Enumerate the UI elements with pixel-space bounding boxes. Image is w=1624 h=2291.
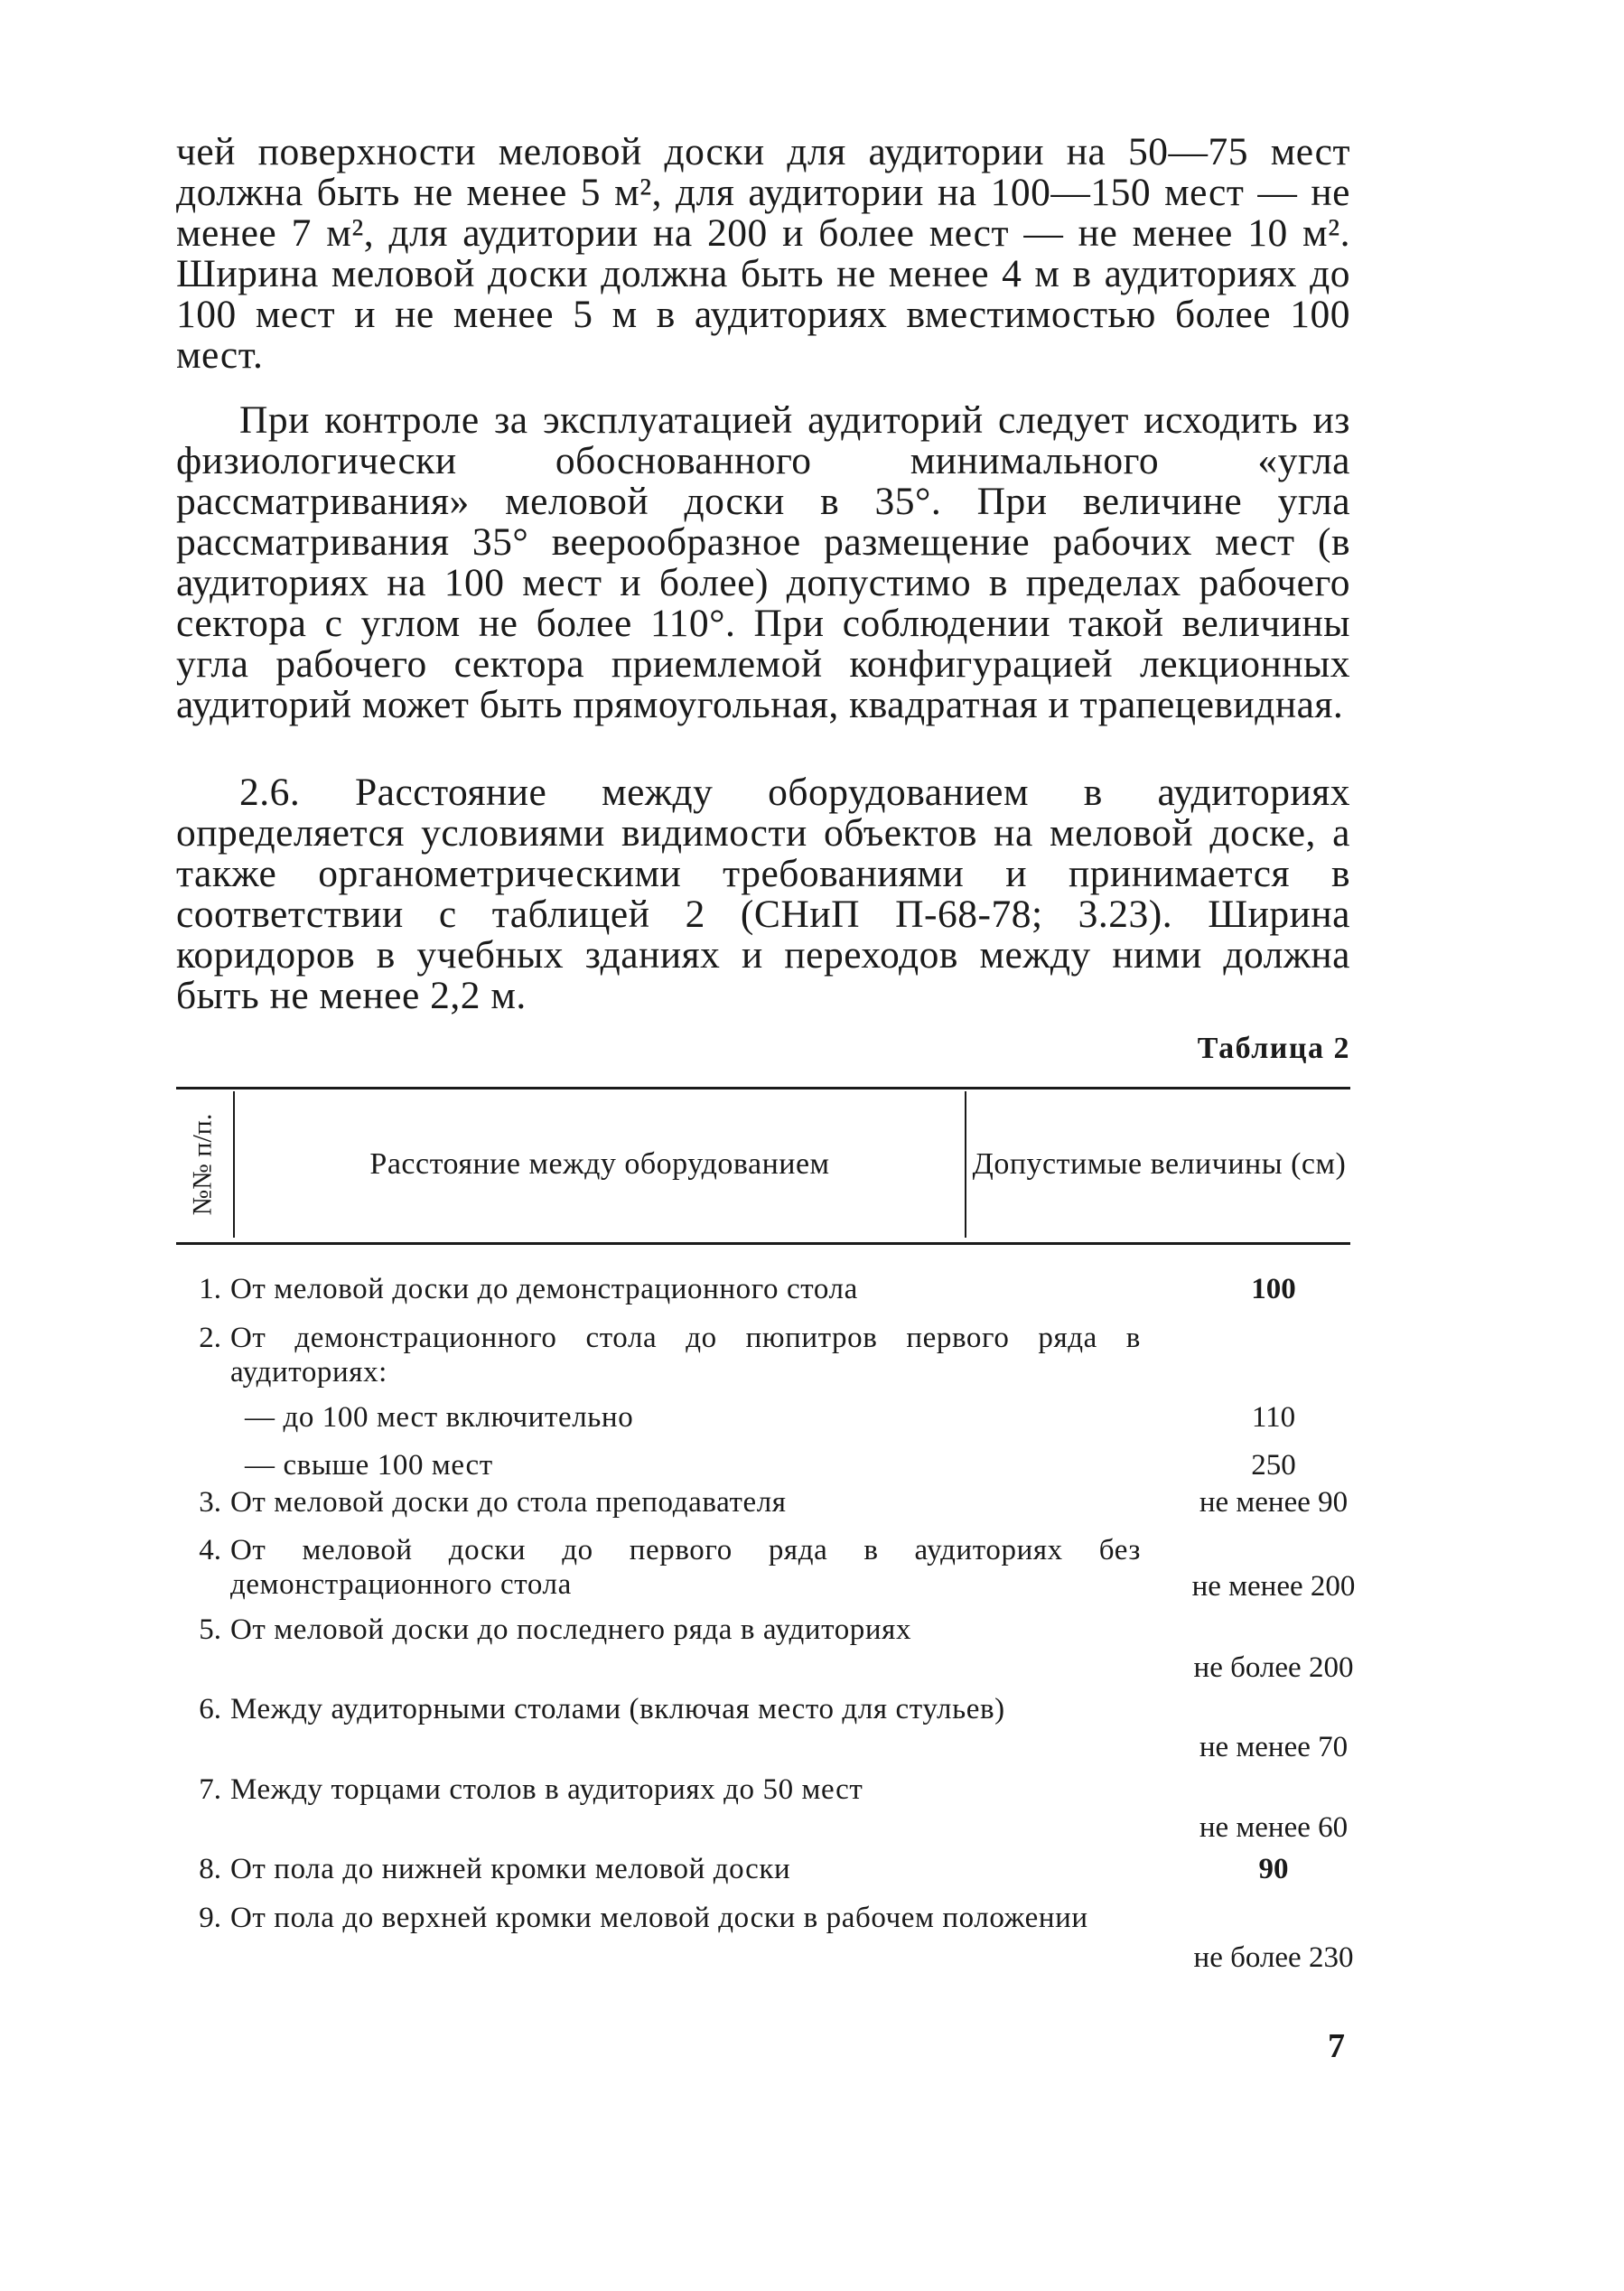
table-header-value: Допустимые величины (см): [972, 1147, 1347, 1181]
row-value: 90: [1258, 1853, 1289, 1885]
row-number: 6.: [199, 1693, 221, 1725]
row-number: 1.: [199, 1273, 221, 1305]
row-value: не менее 60: [1199, 1811, 1349, 1844]
row-text: От демонстрационного стола до пюпитров первого ряда в аудиториях:: [230, 1322, 1141, 1389]
row-value: 110: [1251, 1401, 1296, 1434]
row-value: 100: [1251, 1273, 1296, 1305]
paragraph-viewing-angle: При контроле за эксплуатацией аудиторий следует исходить из физиологически обоснованного минимального «угла рассматривания» меловой доски в 35°. При величине угла рассматривания 35° веерообразное размещение рабочих мест (в аудиториях на 100 мест и более) допустимо в пределах рабочего сектора с углом не более 110°. При соблюдении такой величины угла рабочего сектора приемлемой конфигурацией лекционных аудиторий может быть прямоугольная, квадратная и трапецевидная.: [176, 398, 1350, 726]
table-header-number: [177, 1093, 228, 1236]
row-value: не менее 90: [1199, 1486, 1349, 1519]
row-text: От пола до нижней кромки меловой доски: [230, 1853, 791, 1885]
row-text: — до 100 мест включительно: [245, 1401, 634, 1434]
table-header-rule: [176, 1242, 1350, 1245]
row-number: 9.: [199, 1902, 221, 1934]
table-divider-1: [233, 1091, 235, 1238]
row-value: не менее 200: [1191, 1570, 1356, 1603]
row-number: 2.: [199, 1322, 221, 1354]
page-number: 7: [1328, 2027, 1345, 2065]
row-value: не менее 70: [1199, 1731, 1349, 1763]
row-text: От меловой доски до стола преподавателя: [230, 1486, 787, 1519]
row-text: — свыше 100 мест: [245, 1449, 493, 1482]
row-text: От меловой доски до демонстрационного стола: [230, 1273, 858, 1305]
row-text: От меловой доски до первого ряда в аудиториях без демонстрационного стола: [230, 1534, 1141, 1601]
row-value: не более 230: [1193, 1941, 1354, 1974]
paragraph-equipment-distance: 2.6. Расстояние между оборудованием в аудиториях определяется условиями видимости объектов на меловой доске, а также органометрическими требованиями и принимается в соответствии с таблицей 2 (СНиП П-68-78; 3.23). Ширина коридоров в учебных зданиях и переходов между ними должна быть не менее 2,2 м.: [176, 771, 1350, 1017]
row-number: 5.: [199, 1613, 221, 1646]
table-caption: Таблица 2: [1197, 1032, 1350, 1065]
row-text: Между аудиторными столами (включая место для стульев): [230, 1693, 1005, 1725]
row-number: 8.: [199, 1853, 221, 1885]
row-value: 250: [1251, 1449, 1296, 1482]
row-number: 4.: [199, 1534, 221, 1566]
row-text: Между торцами столов в аудиториях до 50 мест: [230, 1773, 863, 1806]
row-value: не более 200: [1193, 1651, 1354, 1684]
row-number: 7.: [199, 1773, 221, 1806]
table-divider-2: [965, 1091, 966, 1238]
paragraph-blackboard-area: чей поверхности меловой доски для аудитории на 50—75 мест должна быть не менее 5 м², для аудитории на 100—150 мест — не менее 7 м², для аудитории на 200 и более мест — не менее 10 м². Ширина меловой доски должна быть не менее 4 м в аудиториях до 100 мест и не менее 5 м в аудиториях вместимостью более 100 мест.: [176, 130, 1350, 377]
table-header-number-label: №№ п/п.: [187, 1113, 218, 1216]
row-number: 3.: [199, 1486, 221, 1519]
table-top-rule: [176, 1087, 1350, 1089]
row-text: От меловой доски до последнего ряда в аудиториях: [230, 1613, 912, 1646]
table-header-distance: Расстояние между оборудованием: [369, 1147, 830, 1181]
row-text: От пола до верхней кромки меловой доски в рабочем положении: [230, 1902, 1088, 1934]
